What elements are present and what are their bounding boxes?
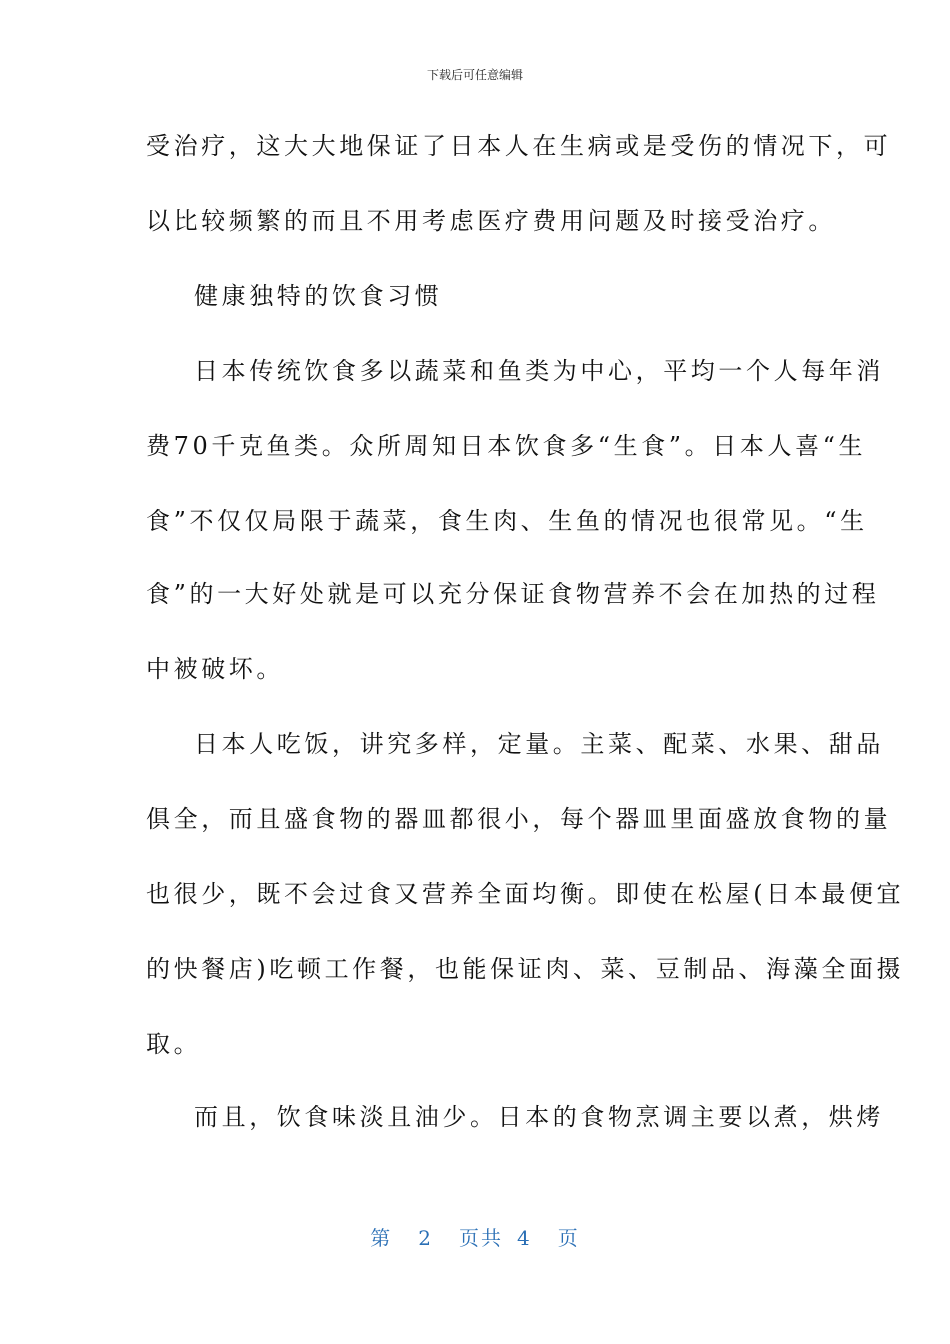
body-line: 中被破坏。 [146,655,284,683]
body-line: 日本传统饮食多以蔬菜和鱼类为中心，平均一个人每年消 [194,357,884,385]
footer-total-pages: 4 [517,1226,532,1250]
body-line: 的快餐店)吃顿工作餐，也能保证肉、菜、豆制品、海藻全面摄 [146,955,905,983]
page-header: 下载后可任意编辑 [426,68,523,82]
footer-prefix: 第 [370,1226,393,1250]
body-line: 费70千克鱼类。众所周知日本饮食多“生食”。日本人喜“生 [146,432,867,460]
body-line: 食”的一大好处就是可以充分保证食物营养不会在加热的过程 [146,580,880,608]
body-line: 也很少，既不会过食又营养全面均衡。即使在松屋(日本最便宜 [146,880,905,908]
body-line: 食”不仅仅局限于蔬菜，食生肉、生鱼的情况也很常见。“生 [146,507,868,535]
body-line: 日本人吃饭，讲究多样，定量。主菜、配菜、水果、甜品 [194,730,884,758]
body-line: 取。 [146,1030,202,1058]
footer-suffix: 页 [557,1226,580,1250]
page-footer [0,1224,950,1252]
section-heading: 健康独特的饮食习惯 [194,282,443,310]
body-line: 而且，饮食味淡且油少。日本的食物烹调主要以煮，烘烤 [194,1103,884,1131]
footer-page-number: 2 [418,1226,433,1250]
body-line: 受治疗，这大大地保证了日本人在生病或是受伤的情况下，可 [146,132,892,160]
body-line: 俱全，而且盛食物的器皿都很小，每个器皿里面盛放食物的量 [146,805,892,833]
footer-middle: 页共 [459,1226,503,1250]
body-line: 以比较频繁的而且不用考虑医疗费用问题及时接受治疗。 [146,207,836,235]
